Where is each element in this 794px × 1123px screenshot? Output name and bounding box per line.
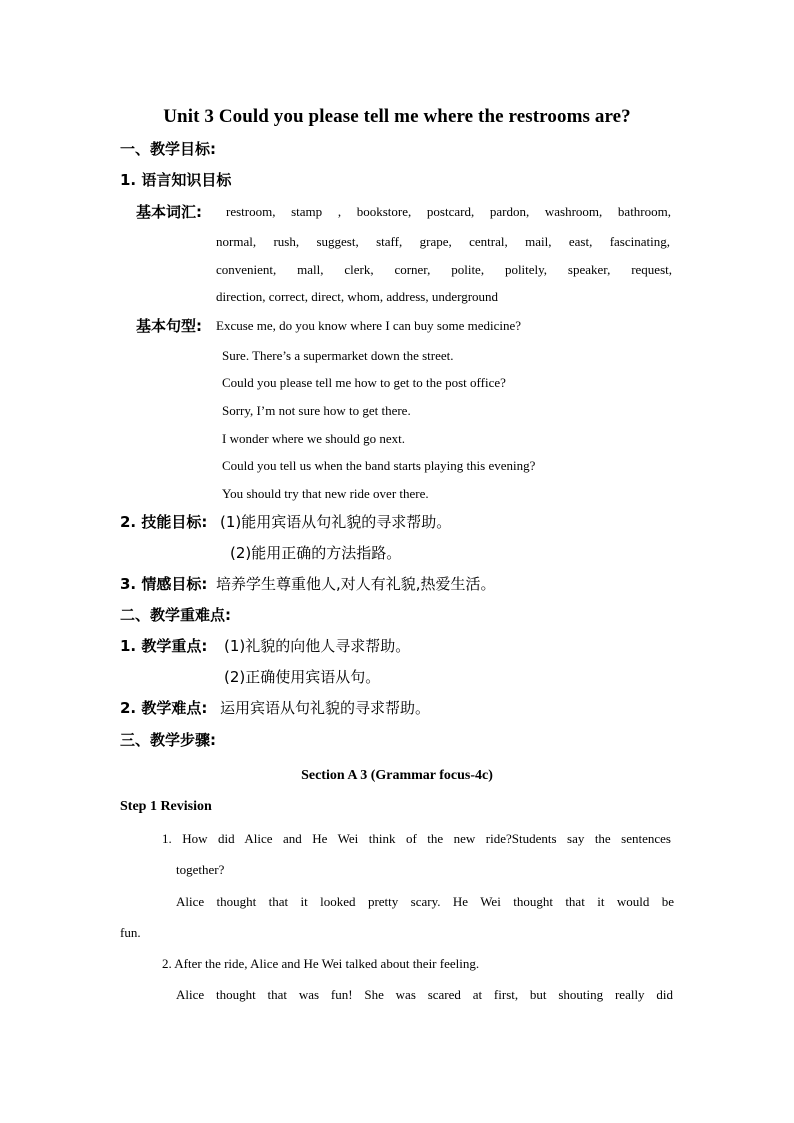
skills-objective-item: (1)能用宾语从句礼貌的寻求帮助。 xyxy=(220,513,452,531)
skills-objectives-label: 2. 技能目标: xyxy=(120,513,208,531)
revision-answer: Alice thought that was fun! She was scared at first, but shouting really did xyxy=(176,987,673,1002)
sentence-pattern-line: Sure. There’s a supermarket down the street. xyxy=(222,348,454,363)
teaching-difficulty-text: 运用宾语从句礼貌的寻求帮助。 xyxy=(220,699,431,717)
revision-answer-continued: fun. xyxy=(120,925,141,940)
objectives-heading: 一、教学目标: xyxy=(120,140,216,158)
emotion-objectives-label: 3. 情感目标: xyxy=(120,575,208,593)
revision-question: 2. After the ride, Alice and He Wei talked about their feeling. xyxy=(162,956,480,971)
vocab-label: 基本词汇: xyxy=(136,203,202,221)
sentence-pattern-line: Sorry, I’m not sure how to get there. xyxy=(222,403,411,418)
knowledge-objectives-heading: 1. 语言知识目标 xyxy=(120,171,232,189)
teaching-steps-heading: 三、教学步骤: xyxy=(120,731,216,749)
vocab-line: convenient, mall, clerk, corner, polite, politely, speaker, request, xyxy=(216,262,672,277)
document-title: Unit 3 Could you please tell me where the restrooms are? xyxy=(163,106,631,127)
teaching-focus-label: 1. 教学重点: xyxy=(120,637,208,655)
emotion-objectives-text: 培养学生尊重他人,对人有礼貌,热爱生活。 xyxy=(216,575,496,593)
revision-answer: Alice thought that it looked pretty scary. He Wei thought that it would be xyxy=(176,894,674,909)
teaching-focus-item: (2)正确使用宾语从句。 xyxy=(224,668,381,686)
revision-question: 1. How did Alice and He Wei think of the new ride?Students say the sentences xyxy=(162,831,671,846)
vocab-line: normal, rush, suggest, staff, grape, central, mail, east, fascinating, xyxy=(216,234,670,249)
vocab-line: direction, correct, direct, whom, address, underground xyxy=(216,289,499,304)
step-heading: Step 1 Revision xyxy=(120,799,212,814)
sentence-pattern-label: 基本句型: xyxy=(136,317,202,335)
key-points-heading: 二、教学重难点: xyxy=(120,606,231,624)
section-title: Section A 3 (Grammar focus-4c) xyxy=(301,768,493,783)
sentence-pattern-line: Could you please tell me how to get to the post office? xyxy=(222,375,506,390)
skills-objective-item: (2)能用正确的方法指路。 xyxy=(230,544,402,562)
sentence-pattern-line: Excuse me, do you know where I can buy some medicine? xyxy=(216,318,522,333)
teaching-difficulty-label: 2. 教学难点: xyxy=(120,699,208,717)
sentence-pattern-line: You should try that new ride over there. xyxy=(222,486,429,501)
sentence-pattern-line: Could you tell us when the band starts playing this evening? xyxy=(222,458,536,473)
sentence-pattern-line: I wonder where we should go next. xyxy=(222,431,406,446)
teaching-focus-item: (1)礼貌的向他人寻求帮助。 xyxy=(224,637,411,655)
vocab-line: restroom, stamp , bookstore, postcard, pardon, washroom, bathroom, xyxy=(226,204,671,219)
revision-question-continued: together? xyxy=(176,862,225,877)
